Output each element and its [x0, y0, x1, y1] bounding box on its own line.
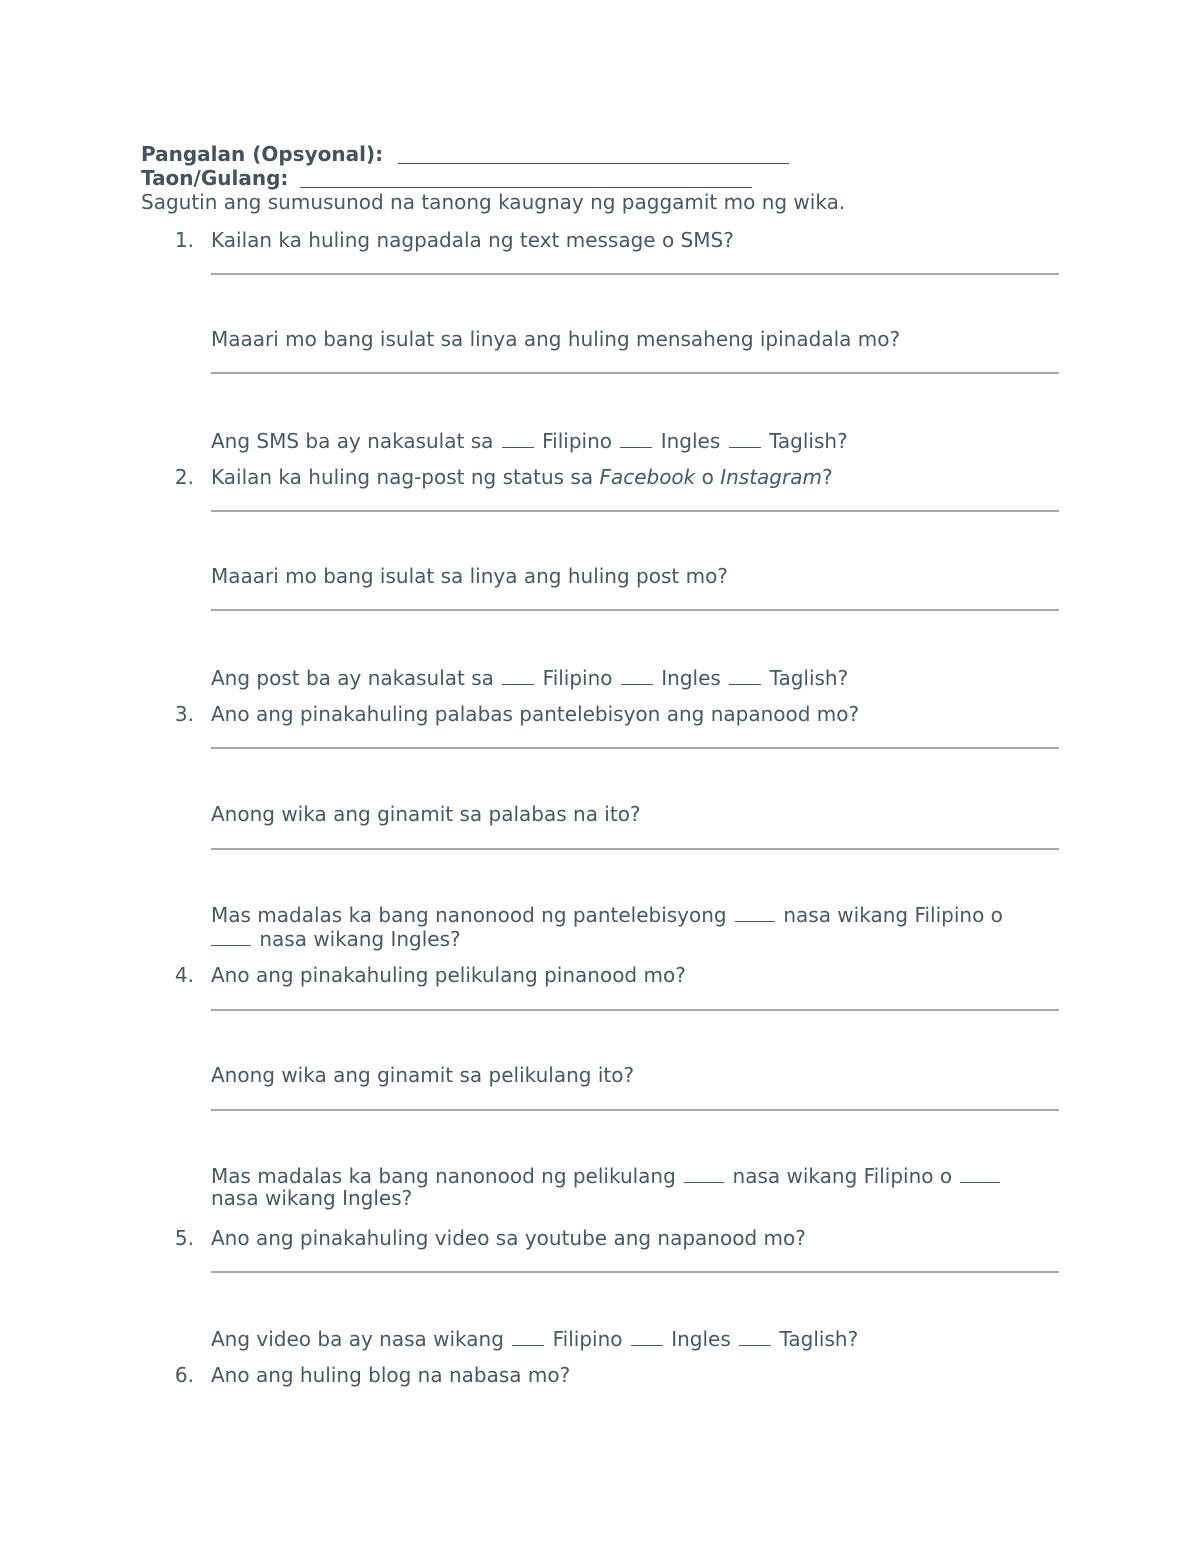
- choice-prompt: Ang video ba ay nasa wikang: [211, 1327, 504, 1351]
- question-2-text: [211, 465, 833, 489]
- answer-line[interactable]: [211, 1109, 1059, 1111]
- question-5-text: Ano ang pinakahuling video sa youtube ang napanood mo?: [211, 1226, 806, 1250]
- question-4-preference-line1: [211, 1162, 1002, 1188]
- question-1-followup: Maaari mo bang isulat sa linya ang huling mensaheng ipinadala mo?: [211, 327, 901, 351]
- question-text-part: o: [695, 465, 721, 489]
- answer-line[interactable]: [211, 747, 1059, 749]
- question-number: 6.: [174, 1363, 194, 1387]
- preference-text: Mas madalas ka bang nanonood ng pantelebisyong: [211, 903, 727, 927]
- checkbox-blank[interactable]: [631, 1325, 663, 1346]
- preference-text: nasa wikang Filipino o: [783, 903, 1003, 927]
- option-label: Ingles: [661, 666, 721, 690]
- option-label: Filipino: [542, 429, 612, 453]
- instructions: Sagutin ang sumusunod na tanong kaugnay ng paggamit mo ng wika.: [141, 190, 846, 214]
- choice-prompt: Ang SMS ba ay nakasulat sa: [211, 429, 494, 453]
- option-label: Ingles: [660, 429, 721, 453]
- checkbox-blank[interactable]: [502, 664, 534, 685]
- answer-line[interactable]: [211, 1271, 1059, 1273]
- checkbox-blank[interactable]: [211, 925, 251, 946]
- answer-line[interactable]: [211, 609, 1059, 611]
- question-4-followup: Anong wika ang ginamit sa pelikulang ito?: [211, 1063, 635, 1087]
- option-label: Filipino: [542, 666, 613, 690]
- checkbox-blank[interactable]: [735, 901, 775, 922]
- facebook-text: Facebook: [599, 465, 696, 489]
- answer-line[interactable]: [211, 848, 1059, 850]
- option-label: Taglish?: [768, 429, 848, 453]
- question-3-text: Ano ang pinakahuling palabas pantelebisyon ang napanood mo?: [211, 702, 860, 726]
- checkbox-blank[interactable]: [960, 1162, 1000, 1183]
- question-number: 1.: [174, 228, 194, 252]
- option-label: Taglish?: [779, 1327, 859, 1351]
- answer-line[interactable]: [211, 1009, 1059, 1011]
- checkbox-blank[interactable]: [684, 1162, 724, 1183]
- question-number: 2.: [174, 465, 194, 489]
- question-1-language-choice: [211, 427, 848, 453]
- answer-line[interactable]: [211, 372, 1059, 374]
- checkbox-blank[interactable]: [739, 1325, 771, 1346]
- question-5-language-choice: [211, 1325, 858, 1351]
- checkbox-blank[interactable]: [512, 1325, 544, 1346]
- question-number: 4.: [174, 963, 194, 987]
- option-label: Filipino: [552, 1327, 623, 1351]
- question-text-part: ?: [821, 465, 833, 489]
- question-number: 3.: [174, 702, 194, 726]
- question-3-preference-line2: [211, 925, 461, 951]
- question-number: 5.: [174, 1226, 194, 1250]
- question-3-preference-line1: [211, 901, 1003, 927]
- question-1-text: Kailan ka huling nagpadala ng text message o SMS?: [211, 228, 734, 252]
- question-2-followup: Maaari mo bang isulat sa linya ang huling post mo?: [211, 564, 728, 588]
- preference-text: nasa wikang Ingles?: [259, 927, 461, 951]
- checkbox-blank[interactable]: [502, 427, 534, 448]
- option-label: Ingles: [671, 1327, 731, 1351]
- question-6-text: Ano ang huling blog na nabasa mo?: [211, 1363, 571, 1387]
- option-label: Taglish?: [769, 666, 849, 690]
- question-4-text: Ano ang pinakahuling pelikulang pinanood mo?: [211, 963, 686, 987]
- answer-line[interactable]: [211, 510, 1059, 512]
- choice-prompt: Ang post ba ay nakasulat sa: [211, 666, 494, 690]
- checkbox-blank[interactable]: [620, 427, 652, 448]
- instagram-text: Instagram: [720, 465, 822, 489]
- age-label: Taon/Gulang:: [141, 166, 289, 190]
- name-label: Pangalan (Opsyonal):: [141, 142, 384, 166]
- question-text-part: Kailan ka huling nag-post ng status sa: [211, 465, 600, 489]
- question-2-language-choice: [211, 664, 848, 690]
- checkbox-blank[interactable]: [729, 427, 761, 448]
- preference-text: Mas madalas ka bang nanonood ng pelikulang: [211, 1164, 676, 1188]
- answer-line[interactable]: [211, 273, 1059, 275]
- question-3-followup: Anong wika ang ginamit sa palabas na ito?: [211, 802, 641, 826]
- name-answer-line[interactable]: [398, 163, 789, 164]
- age-answer-line[interactable]: [300, 187, 752, 188]
- checkbox-blank[interactable]: [729, 664, 761, 685]
- preference-text: nasa wikang Filipino o: [732, 1164, 953, 1188]
- question-4-preference-line2: nasa wikang Ingles?: [211, 1186, 413, 1210]
- checkbox-blank[interactable]: [621, 664, 653, 685]
